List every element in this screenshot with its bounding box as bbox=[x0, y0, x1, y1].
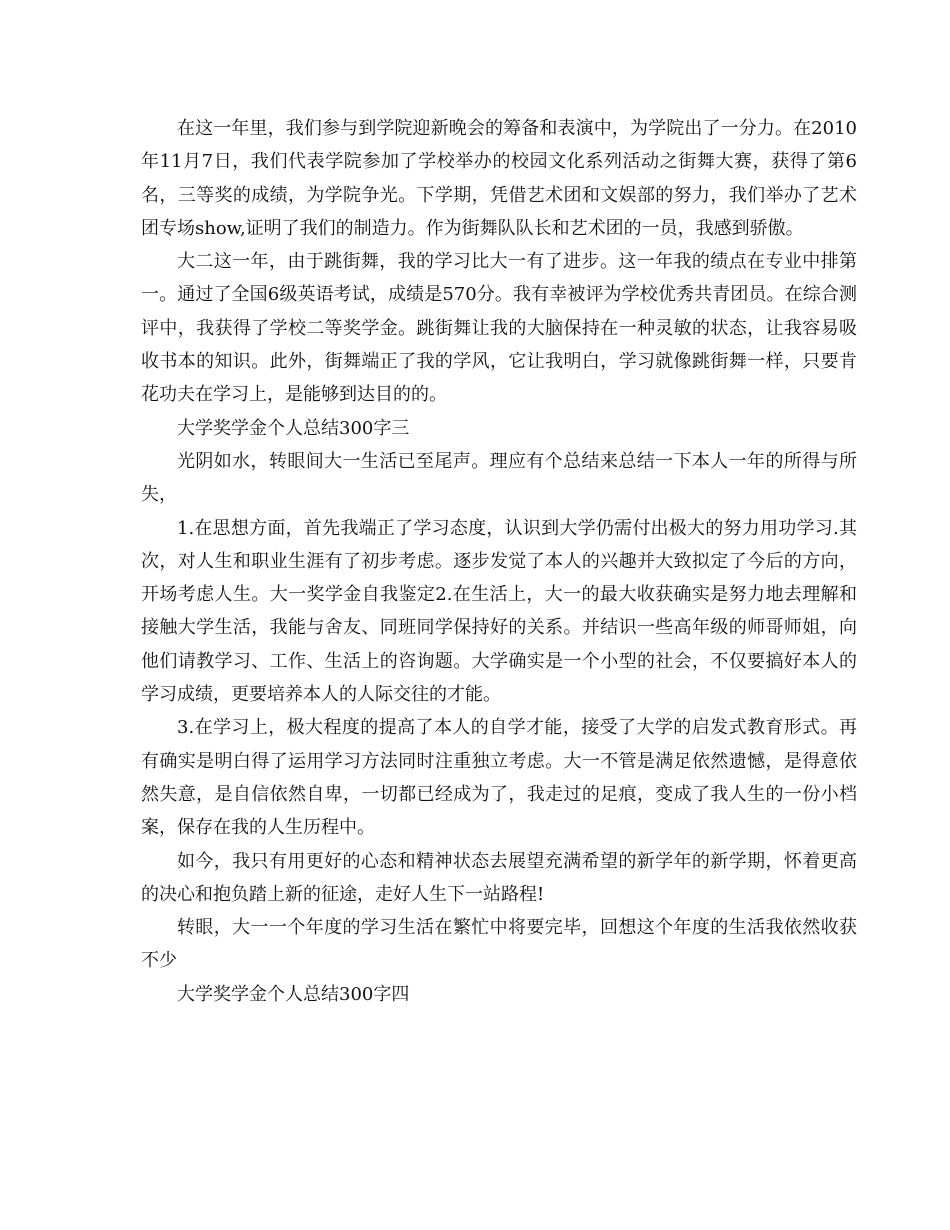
section-heading-four: 大学奖学金个人总结300字四 bbox=[177, 983, 410, 1005]
paragraph-reflection: 转眼，大一一个年度的学习生活在繁忙中将要完毕，回想这个年度的生活我依然收获不少 bbox=[141, 917, 857, 972]
paragraph-hiphop-activities: 在这一年里，我们参与到学院迎新晚会的筹备和表演中，为学院出了一分力。在2010年11月7日，我们代表学院参加了学校举办的校园文化系列活动之街舞大赛，获得了第6名，三等奖的成绩，为学院争光。下学期，凭借艺术团和文娱部的努力，我们举办了艺术团专场show,证明了我们的制造力。作为街舞队队长和艺术团的一员，我感到骄傲。 bbox=[141, 118, 857, 239]
paragraph-intro: 光阴如水，转眼间大一生活已至尾声。理应有个总结来总结一下本人一年的所得与所失， bbox=[141, 450, 857, 506]
paragraph-thought-and-life: 1.在思想方面，首先我端正了学习态度，认识到大学仍需付出极大的努力用功学习.其次，对人生和职业生涯有了初步考虑。逐步发觉了本人的兴趣并大致拟定了今后的方向，开场考虑人生。大一奖学金自我鉴定2.在生活上，大一的最大收获确实是努力地去理解和接触大学生活，我能与舍友、同班同学保持好的关系。并结识一些高年级的师哥师姐，向他们请教学习、工作、生活上的咨询题。大学确实是一个小型的社会，不仅要搞好本人的学习成绩，更要培养本人的人际交往的才能。 bbox=[141, 517, 857, 706]
paragraph-outlook: 如今，我只有用更好的心态和精神状态去展望充满希望的新学年的新学期，怀着更高的决心和抱负踏上新的征途，走好人生下一站路程! bbox=[141, 850, 857, 905]
paragraph-sophomore-year: 大二这一年，由于跳街舞，我的学习比大一有了进步。这一年我的绩点在专业中排第一。通过了全国6级英语考试，成绩是570分。我有幸被评为学校优秀共青团员。在综合测评中，我获得了学校二等奖学金。跳街舞让我的大脑保持在一种灵敏的状态，让我容易吸收书本的知识。此外，街舞端正了我的学风，它让我明白，学习就像跳街舞一样，只要肯花功夫在学习上，是能够到达目的的。 bbox=[141, 251, 857, 406]
section-heading-three: 大学奖学金个人总结300字三 bbox=[177, 417, 410, 439]
document-body bbox=[141, 112, 857, 1011]
paragraph-study: 3.在学习上，极大程度的提高了本人的自学才能，接受了大学的启发式教育形式。再有确实是明白得了运用学习方法同时注重独立考虑。大一不管是满足依然遗憾，是得意依然失意，是自信依然自卑，一切都已经成为了，我走过的足痕，变成了我人生的一份小档案，保存在我的人生历程中。 bbox=[141, 717, 857, 839]
